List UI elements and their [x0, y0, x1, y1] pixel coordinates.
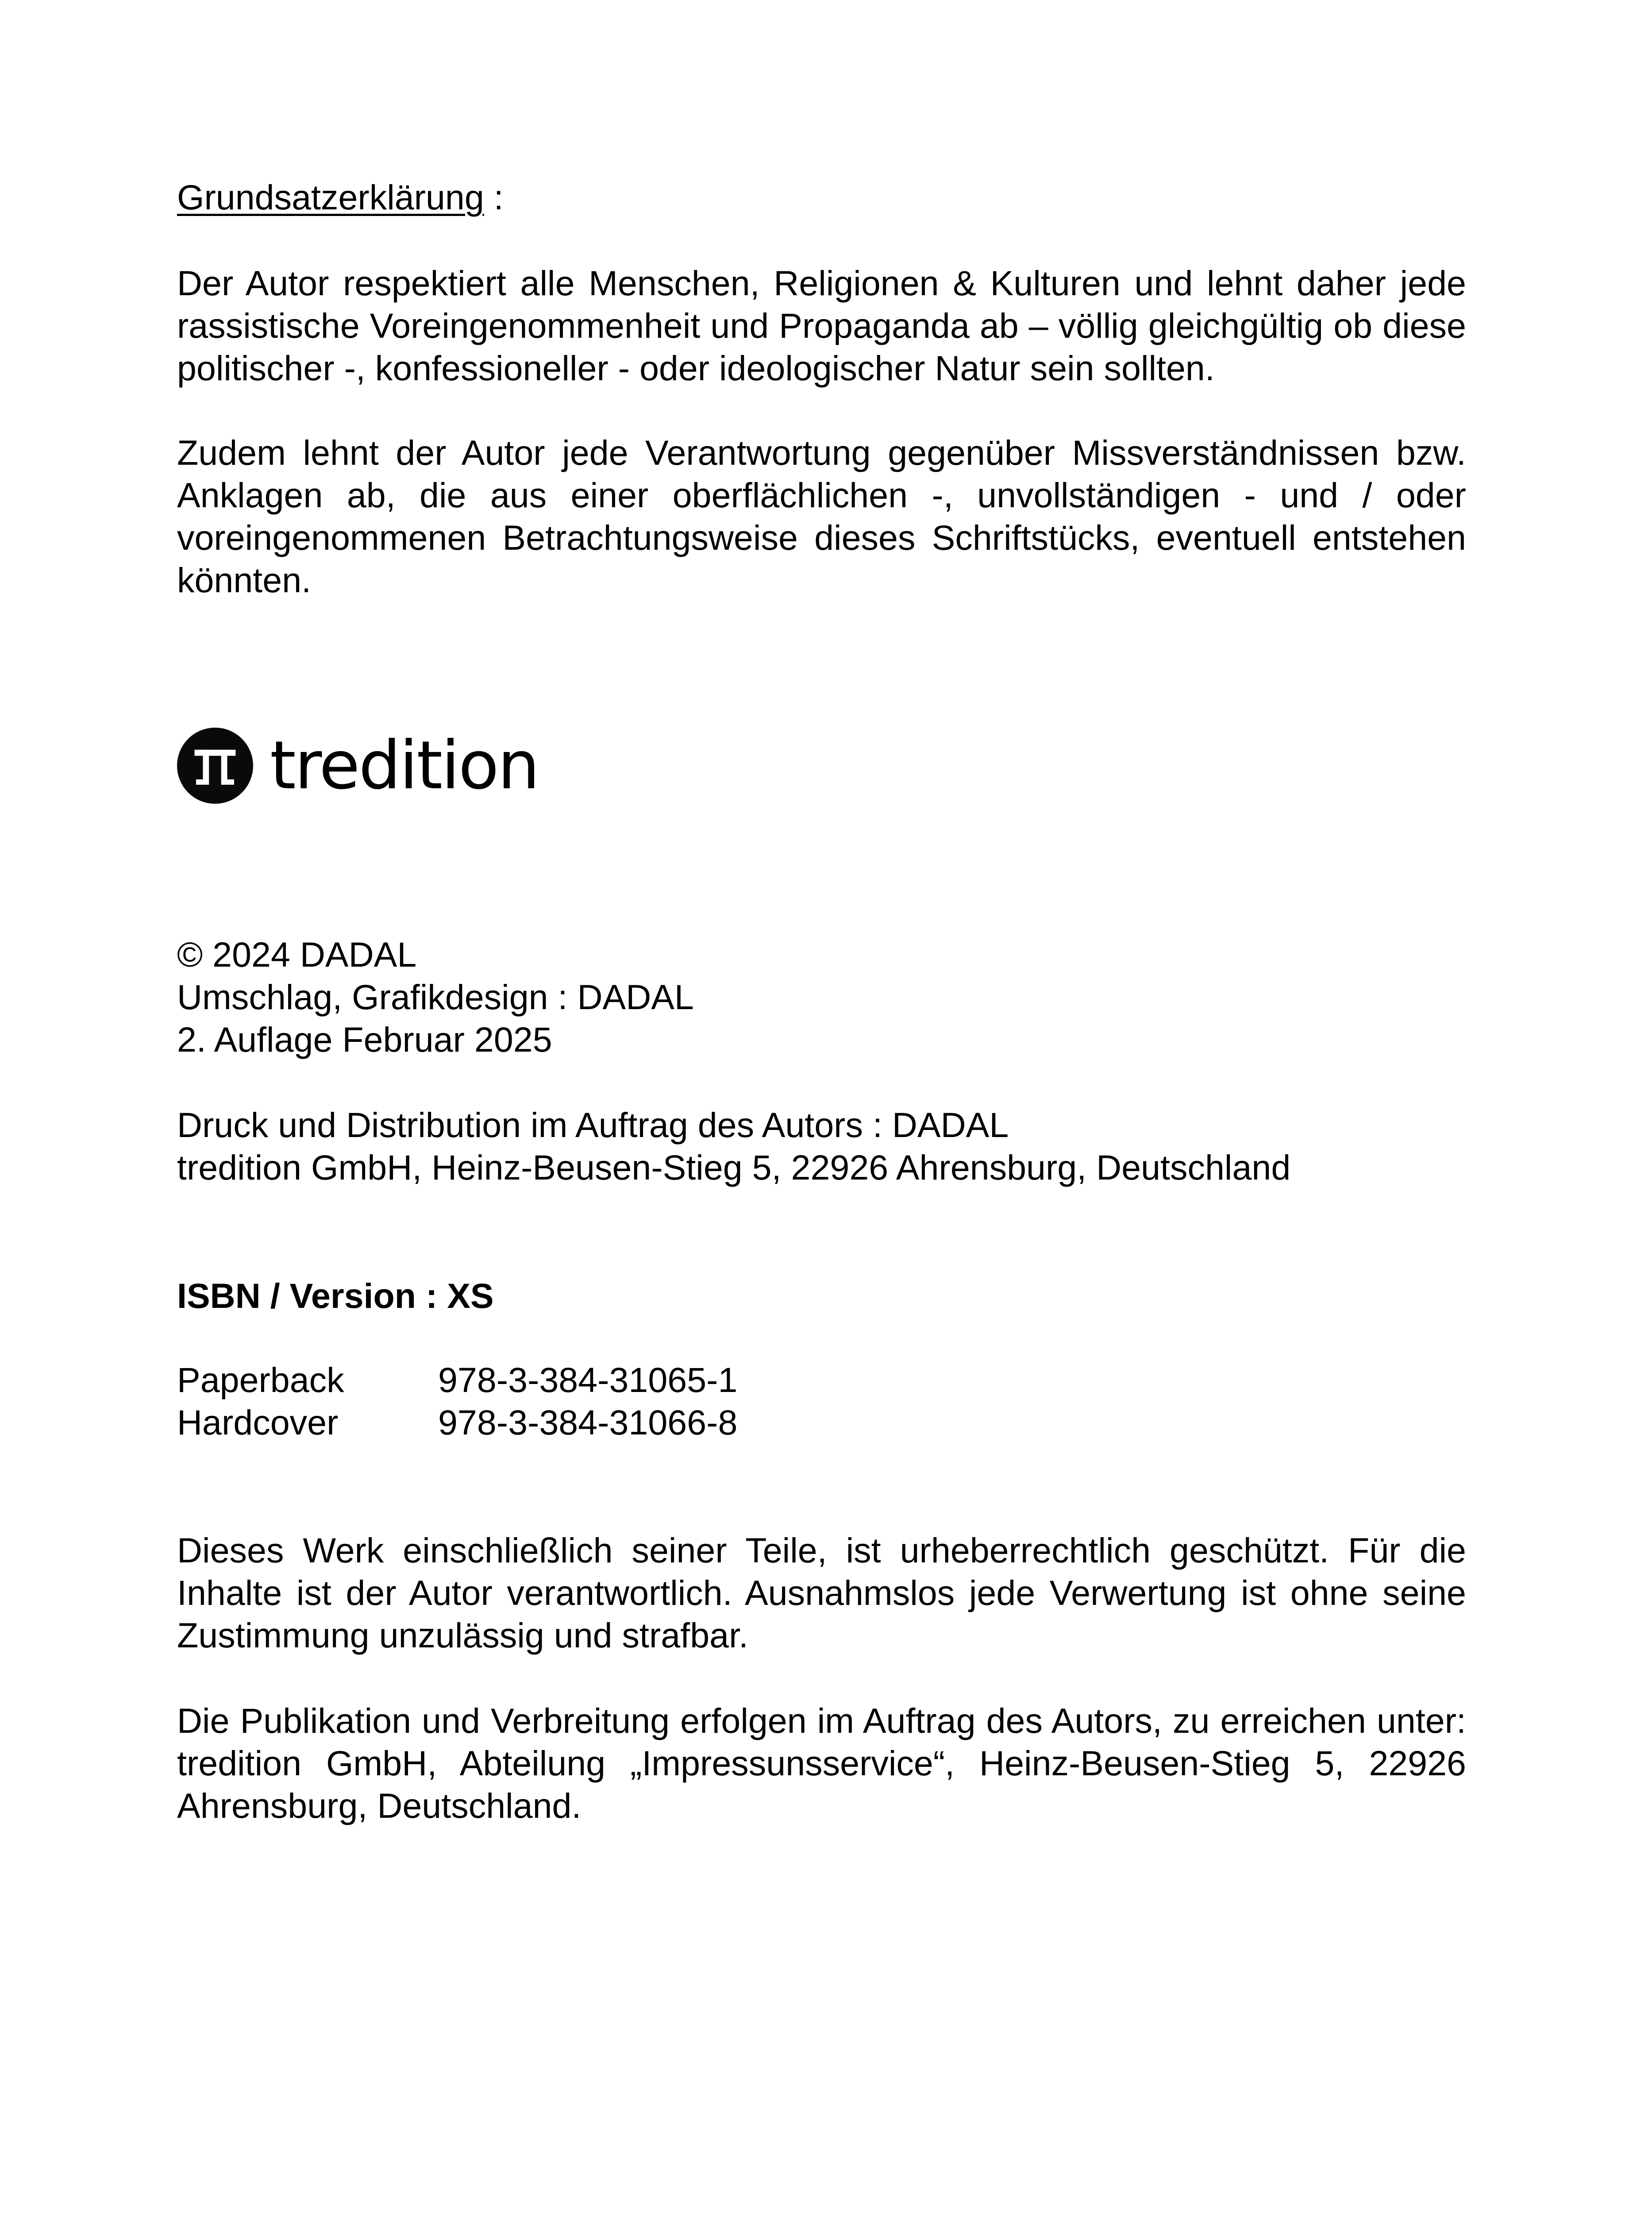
copyright-line: © 2024 DADAL [177, 935, 417, 974]
legal-paragraph-1: Dieses Werk einschließlich seiner Teile, ist urheberrechtlich geschützt. Für die Inhalte ist der Autor verantwortlich. Ausnahmslos jede Verwertung ist ohne seine Zustimmung unzulässig und strafbar. [177, 1531, 1466, 1655]
isbn-number: 978-3-384-31065-1 [438, 1360, 738, 1400]
isbn-number: 978-3-384-31066-8 [438, 1403, 738, 1442]
tredition-logo-icon [177, 728, 253, 804]
statement-paragraph-1: Der Autor respektiert alle Menschen, Religionen & Kulturen und lehnt daher jede rassistische Voreingenommenheit und Propaganda ab – völlig gleichgültig ob diese politischer -, konfessioneller - oder ideologischer Natur sein sollten. [177, 263, 1466, 388]
tredition-logo-wordmark: tredition [270, 727, 539, 804]
isbn-format: Hardcover [177, 1403, 339, 1442]
tredition-logo [177, 726, 539, 806]
isbn-title: ISBN / Version : XS [177, 1276, 494, 1315]
print-distribution-block [177, 1104, 1466, 1189]
statement-heading-text: Grundsatzerklärung [177, 177, 484, 217]
legal-paragraph-2: Die Publikation und Verbreitung erfolgen im Auftrag des Autors, zu erreichen unter: tredition GmbH, Abteilung „Impressunsservice“, Heinz-Beusen-Stieg 5, 22926 Ahrensburg, Deutschland. [177, 1701, 1466, 1825]
print-line-2: tredition GmbH, Heinz-Beusen-Stieg 5, 22926 Ahrensburg, Deutschland [177, 1148, 1291, 1187]
edition-line: 2. Auflage Februar 2025 [177, 1020, 552, 1059]
statement-heading [177, 176, 504, 219]
statement-paragraph-2: Zudem lehnt der Autor jede Verantwortung gegenüber Missverständnissen bzw. Anklagen ab, die aus einer oberflächlichen -, unvollständigen - und / oder voreingenommenen Betrachtungsweise dieses Schriftstücks, eventuell entstehen könnten. [177, 433, 1466, 600]
statement-heading-suffix: : [484, 177, 504, 217]
isbn-list [177, 1359, 1466, 1444]
isbn-format: Paperback [177, 1360, 344, 1400]
print-line-1: Druck und Distribution im Auftrag des Autors : DADAL [177, 1105, 1009, 1145]
isbn-row-paperback [177, 1359, 1466, 1401]
cover-design-line: Umschlag, Grafikdesign : DADAL [177, 977, 694, 1017]
imprint-block [177, 933, 1466, 1061]
isbn-row-hardcover [177, 1401, 1466, 1444]
